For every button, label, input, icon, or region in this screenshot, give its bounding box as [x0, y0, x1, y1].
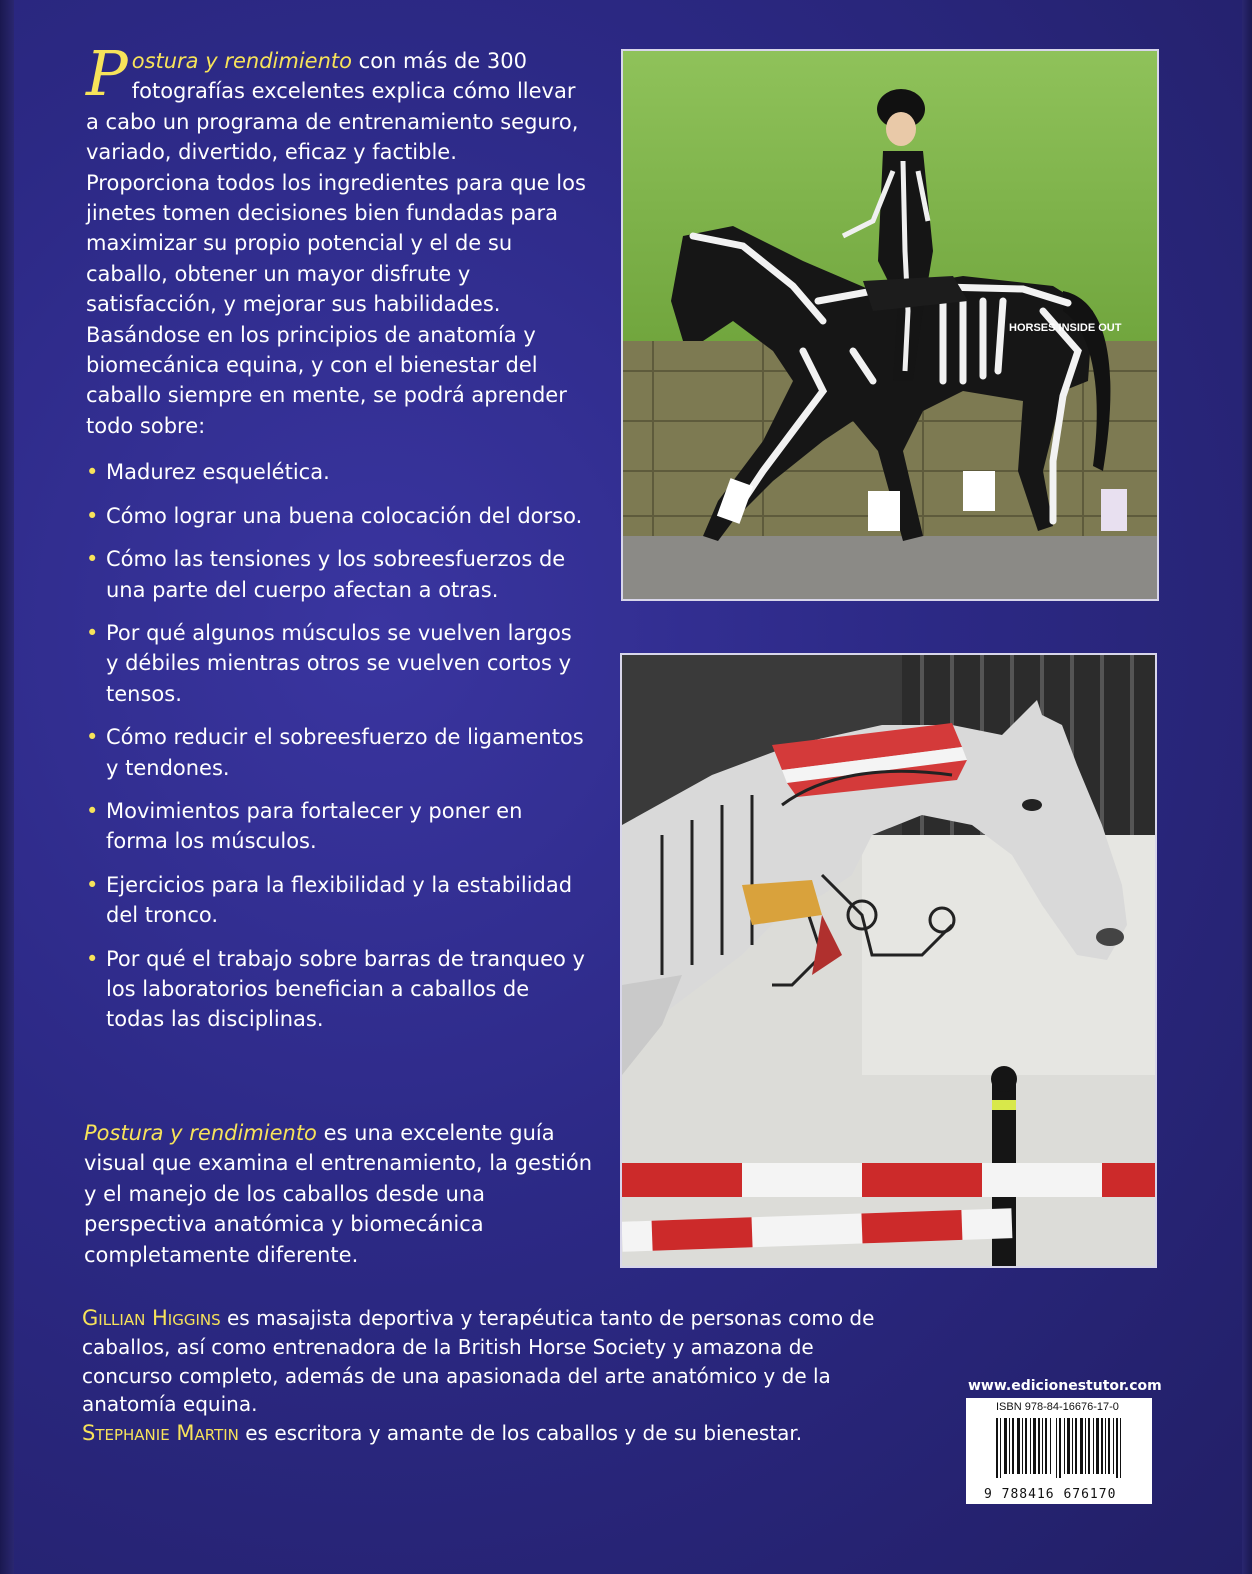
list-item: • Por qué el trabajo sobre barras de tranqueo y los laboratorios benefician a caballos de todas las disciplinas.	[86, 944, 586, 1035]
intro-title: ostura y rendimiento	[131, 49, 352, 73]
rug-text: HORSES INSIDE OUT	[1009, 322, 1122, 334]
list-item: • Madurez esquelética.	[86, 457, 586, 487]
spine-edge-left	[0, 0, 14, 1574]
dressage-illustration	[623, 51, 1157, 599]
closing-title: Postura y rendimiento	[84, 1121, 317, 1145]
closing-body: es una excelente guía visual que examina el entrenamiento, la gestión y el manejo de los caballos desde una perspectiva anatómica y biomecánica completamente diferente.	[84, 1121, 593, 1267]
author1-name: Gillian Higgins	[82, 1306, 221, 1330]
intro-paragraph	[86, 37, 586, 441]
publisher-website: www.edicionestutor.com	[968, 1378, 1162, 1394]
author-bio	[82, 1304, 882, 1448]
list-item: • Por qué algunos músculos se vuelven largos y débiles mientras otros se vuelven cortos y tensos.	[86, 618, 586, 709]
barcode-bars	[966, 1418, 1152, 1478]
author2-name: Stephanie Martin	[82, 1421, 239, 1446]
list-item: • Cómo lograr una buena colocación del dorso.	[86, 501, 586, 531]
author1-text: es masajista deportiva y terapéutica tanto de personas como de caballos, así como entrenadora de la British Horse Society y amazona de concurso completo, además de una apasionada del arte anatómico y de la anatomía equina.	[82, 1306, 875, 1417]
jumping-illustration	[622, 655, 1155, 1266]
isbn-text: ISBN 978-84-16676-17-0	[996, 1401, 1119, 1413]
dropcap-letter: P	[86, 37, 128, 110]
edge-right	[1242, 0, 1252, 1574]
description-column	[86, 37, 586, 1048]
barcode	[966, 1398, 1152, 1504]
ean-number: 9 788416 676170	[984, 1487, 1117, 1502]
closing-paragraph	[84, 1118, 604, 1270]
bullet-list	[86, 457, 586, 1035]
jumping-photo	[620, 653, 1157, 1268]
author2-text: es escritora y amante de los caballos y de su bienestar.	[238, 1421, 803, 1446]
dressage-photo	[621, 49, 1159, 601]
list-item: • Cómo reducir el sobreesfuerzo de ligamentos y tendones.	[86, 722, 586, 783]
list-item: • Movimientos para fortalecer y poner en forma los músculos.	[86, 796, 586, 857]
intro-body: con más de 300 fotografías excelentes explica cómo llevar a cabo un programa de entrenamiento seguro, variado, divertido, eficaz y factible. Proporciona todos los ingredientes para que los jinetes tomen decisiones bien fundadas para maximizar su propio potencial y el de su caballo, obtener un mayor disfrute y satisfacción, y mejorar sus habilidades. Basándose en los principios de anatomía y biomecánica equina, y con el bienestar del caballo siempre en mente, se podrá aprender todo sobre:	[86, 49, 586, 438]
list-item: • Cómo las tensiones y los sobreesfuerzos de una parte del cuerpo afectan a otras.	[86, 544, 586, 605]
list-item: • Ejercicios para la flexibilidad y la estabilidad del tronco.	[86, 870, 586, 931]
